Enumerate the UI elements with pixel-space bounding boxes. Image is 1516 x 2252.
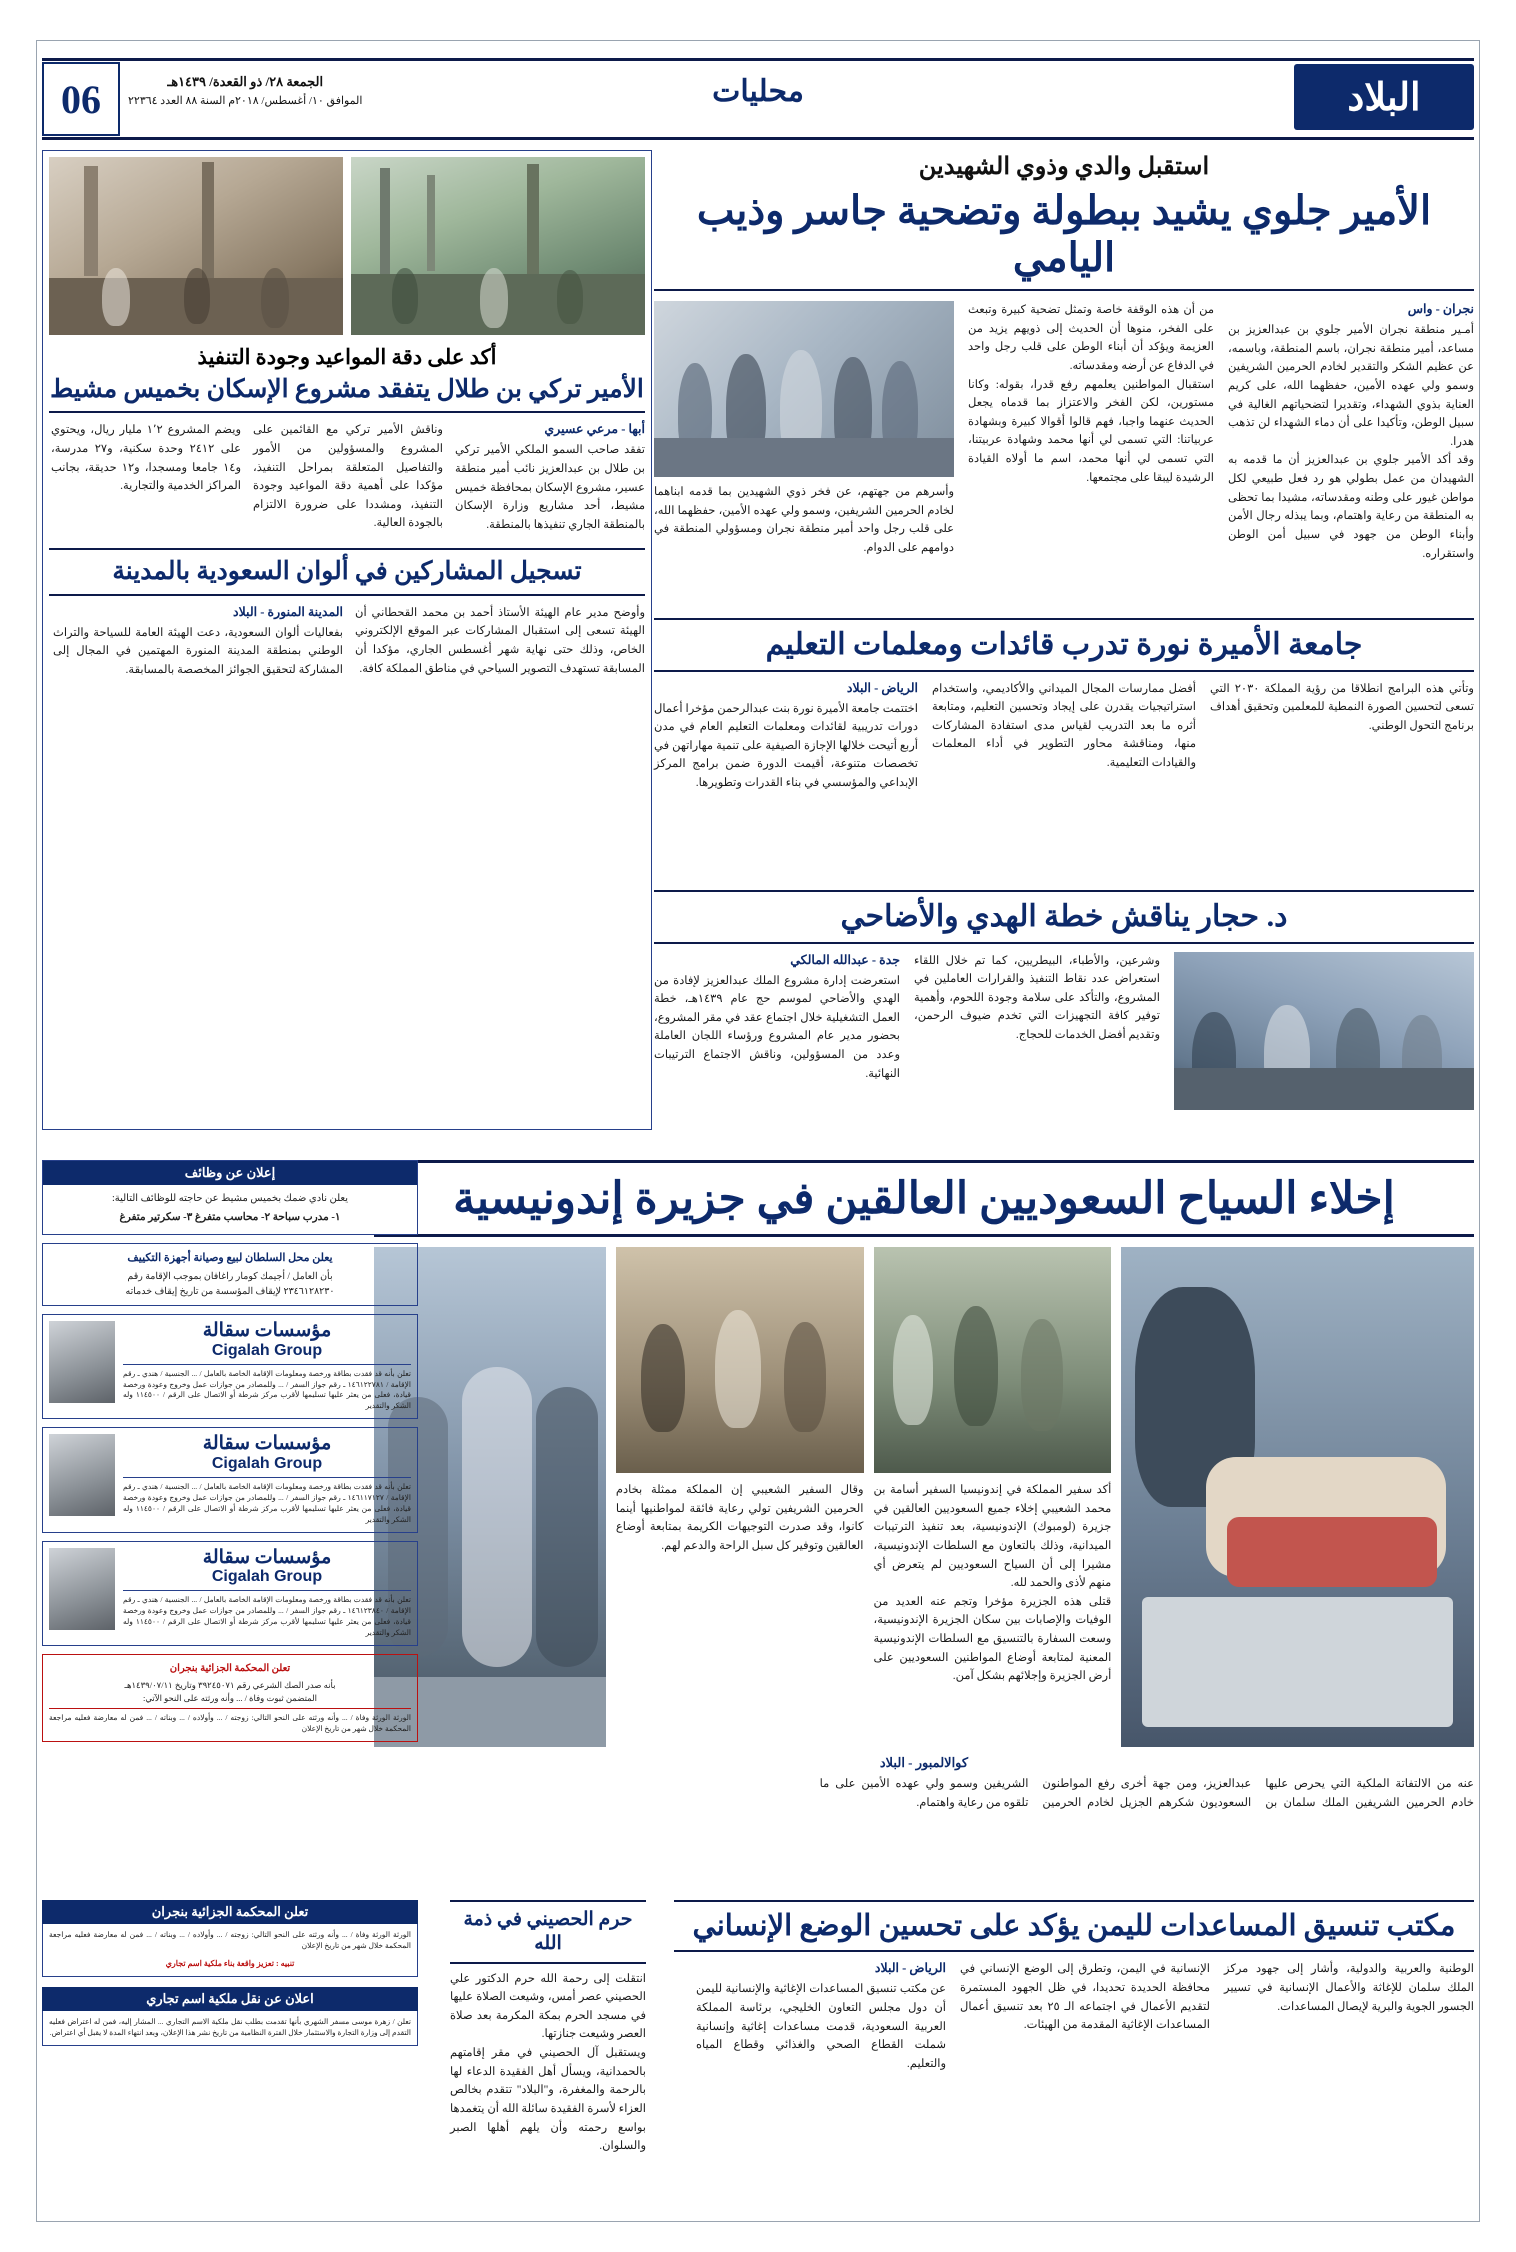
indonesia-para-2: قتلى هذه الجزيرة مؤخرا وتجم عنه العديد من الوفيات والإصابات بين سكان الجزيرة الإندونيسية، وسعت السفارة بالتنسيق مع السلطات الإندونيسية المعنية لمتابعة أوضاع المواطنين السعوديين على أرض الجزيرة وإجلائهم بشكل آمن.: [873, 1595, 1112, 1683]
story-para-5: وأسرهم من جهتهم، عن فخر ذوي الشهيدين بما قدمه ابناهما لخادم الحرمين الشريفين، وسمو ولي عهده الأمين، حفظهما الله، على قلب رجل واحد أمير منطقة نجران ومسؤولي المنطقة في دوامهم على الدوام.: [654, 486, 954, 554]
story-kicker: استقبل والدي وذوي الشهيدين: [918, 154, 1210, 180]
court-line-0: تعلن المحكمة الجزائية بنجران: [169, 1662, 291, 1674]
trade-body: تعلن / زهرة موسى مسفر الشهري بأنها تقدمت بطلب نقل ملكية الاسم التجاري ... المشار إليه، فمن له اعتراض فعليه التقدم إلى وزارة التجارة والاستثمار خلال الفترة النظامية من تاريخ نشر هذا الإعلان، وبعد انتهاء المدة لا يقبل أي اعتراض.: [49, 2016, 411, 2037]
photo-prince-reception: [654, 301, 954, 477]
yemen-headline: مكتب تنسيق المساعدات لليمن يؤكد على تحسين الوضع الإنساني: [692, 1910, 1456, 1942]
cigalah-3-photo: [49, 1548, 115, 1630]
page-number: 06: [61, 76, 101, 122]
court-body: الورثة الورثة وفاة / ... وأنه ورثته على النحو التالي: زوجته / ... وأولاده / ... وبناته / ... فمن له معارضة فعليه مراجعة المحكمة خلال شهر من تاريخ الإعلان: [49, 1713, 411, 1734]
story-princess-nourah: [654, 618, 1474, 793]
byline-najran: نجران - واس: [1407, 302, 1474, 316]
story-hady-adahi: [654, 890, 1474, 1110]
ad-sultan: [42, 1243, 418, 1306]
yemen-para-3: الوطنية والعربية والدولية، وأشار إلى جهود مركز الملك سلمان للإغاثة والأعمال الإنسانية في تسيير الجسور الجوية والبرية لإيصال المساعدات.: [1224, 1963, 1474, 2013]
masthead: [42, 58, 1474, 136]
court-header: تعلن المحكمة الجزائية بنجران: [42, 1900, 418, 1924]
indonesia-para-4: عنه من الالتفاتة الملكية التي يحرص عليها خادم الحرمين الشريفين الملك سلمان بن عبدالعزيز، ومن جهة أخرى رفع المواطنون السعوديون شكرهم الجزيل لخادم الحرمين الشريفين وسمو ولي عهده الأمين على ما تلقوه من رعاية واهتمام.: [819, 1778, 1474, 1809]
yemen-para-1: عن مكتب تنسيق المساعدات الإغاثية والإنسانية لليمن أن دول مجلس التعاون الخليجي، برئاسة المملكة العربية السعودية، قدمت مساعدات إغاثية وإنسانية شملت القطاع الصحي والغذائي وقطاع المياه والتعليم.: [696, 1983, 946, 2070]
cigalah-1-subtitle: Cigalah Group: [211, 1341, 323, 1359]
colors-para-2: وأوضح مدير عام الهيئة الأستاذ أحمد بن محمد القحطاني أن الهيئة تسعى إلى استقبال المشاركات عبر الموقع الإلكتروني الخاص، وذلك حتى نهاية شهر أغسطس الجاري، مؤكدا أن المسابقة تستهدف التصوير السياحي في مناطق المملكة كافة.: [355, 606, 645, 675]
cigalah-3-body: تعلن بأنه قد فقدت بطاقة ورخصة ومعلومات الإقامة الخاصة بالعامل / ... الجنسية / هندي ـ رقم الإقامة / ١٤٦١٢٣٨٤٠ ـ رقم جواز السفر / ... وللمصادر من جوازات عمل وخروج وعودة ورخصة قيادة، فعلى من يعثر عليها تسليمها لأقرب مركز شرطة أو الاتصال على الرقم / ١١٤٥٠٠ وله الشكر والتقدير: [123, 1595, 411, 1638]
story-obituary: [450, 1900, 646, 2156]
story-indonesia: [374, 1160, 1474, 1812]
date-hijri: الجمعة ٢٨/ ذو القعدة/ ١٤٣٩هـ: [167, 74, 324, 89]
ad-cigalah-3: [42, 1541, 418, 1646]
date-gregorian: الموافق ١٠/ أغسطس/ ٢٠١٨م السنة ٨٨ العدد ٢٢٣٦٤: [128, 94, 363, 107]
cigalah-1-body: تعلن بأنه قد فقدت بطاقة ورخصة ومعلومات الإقامة الخاصة بالعامل / ... الجنسية / هندي ـ رقم الإقامة / ١٤٦١٢٢٧٨١ ـ رقم جواز السفر / ... وللمصادر من جوازات عمل وخروج وعودة ورخصة قيادة، فعلى من يعثر عليها تسليمها لأقرب مركز شرطة أو الاتصال على الرقم / ١١٤٥٠٠ وله الشكر والتقدير: [123, 1368, 411, 1411]
right-column-box: [42, 150, 652, 1130]
hajj-para-1: استعرضت إدارة مشروع الملك عبدالعزيز لإفادة من الهدي والأضاحي لموسم حج عام ١٤٣٩هـ، خطة العمل التشغيلية خلال اجتماع عقد في مقر المشروع، بحضور مدير عام المشروع ورؤساء اللجان العاملة وعدد من المسؤولين، وناقش الاجتماع الترتيبات النهائية.: [654, 974, 900, 1080]
cigalah-2-photo: [49, 1434, 115, 1516]
photo-hajj-meeting: [1174, 952, 1474, 1110]
cigalah-1-title: مؤسسات سقالة: [202, 1319, 332, 1341]
byline-jeddah: جدة - عبدالله المالكي: [790, 952, 900, 967]
byline-riyadh-edu: الرياض - البلاد: [846, 680, 918, 695]
ad-sultan-line3: ٢٣٤٦١٢٨٢٣٠ لإيقاف المؤسسة من تاريخ إيقاف خدماته: [125, 1286, 335, 1297]
court-line-1: بأنه صدر الصك الشرعي رقم ٣٩٢٤٥٠٧١ وتاريخ ١٤٣٩/٠٧/١١هـ: [124, 1679, 336, 1690]
headline-rule: [654, 289, 1474, 291]
cigalah-2-body: تعلن بأنه قد فقدت بطاقة ورخصة ومعلومات الإقامة الخاصة بالعامل / ... الجنسية / هندي ـ رقم الإقامة / ١٤٦١١٧١٢٧ ـ رقم جواز السفر / ... وللمصادر من جوازات عمل وخروج وعودة ورخصة قيادة، فعلى من يعثر عليها تسليمها لأقرب مركز شرطة أو الاتصال على الرقم / ١١٤٥٠٠ وله الشكر والتقدير: [123, 1482, 411, 1524]
byline-riyadh-yemen: الرياض - البلاد: [874, 1961, 946, 1976]
ad-trade-box: [42, 2011, 418, 2046]
colors-headline: تسجيل المشاركين في ألوان السعودية بالمدينة: [112, 558, 582, 586]
education-para-1: اختتمت جامعة الأميرة نورة بنت عبدالرحمن مؤخرا أعمال دورات تدريبية لقائدات ومعلمات التعليم العام في مدن أربع أتيحت خلالها الإجازة الصيفية على تنمية مهاراتهن في تخصصات متنوعة، أقيمت الدورة ضمن برامج المركز الإبداعي والمؤسسي في بناء القدرات وتطويرها.: [654, 702, 918, 789]
indonesia-para-1: أكد سفير المملكة في إندونيسيا السفير أسامة بن محمد الشعيبي إخلاء جميع السعوديين العالقين في جزيرة (لومبوك) الإندونيسية، بعد تنفيذ الترتيبات الميدانية، وذلك بالتعاون مع السلطات الإندونيسية، مشيرا إلى أن السياح السعوديين لم يتعرض أي منهم لأذى والحمد لله.: [873, 1484, 1112, 1590]
masthead-bottom-rule: [42, 137, 1474, 140]
ads-column: [42, 1160, 418, 1742]
cigalah-2-title: مؤسسات سقالة: [202, 1433, 332, 1455]
indonesia-headline: إخلاء السياح السعوديين العالقين في جزيرة إندونيسية: [453, 1174, 1395, 1223]
court-line-2: المتضمن ثبوت وفاة / ... وأنه ورثته على النحو الآتي:: [142, 1692, 318, 1703]
section-title: محليات: [712, 75, 804, 108]
photo-housing-site-2: [49, 157, 343, 335]
ad-cigalah-2: [42, 1427, 418, 1532]
masthead-top-rule: [42, 58, 1474, 61]
indonesia-para-3: وقال السفير الشعيبي إن المملكة ممثلة بخادم الحرمين الشريفين تولي رعاية فائقة لمواطنيها أينما كانوا، وقد صدرت التوجيهات الكريمة بمتابعة أوضاع العالقين وتوفير كل سبل الراحة والدعم لهم.: [615, 1484, 864, 1552]
page-number-box: [42, 62, 120, 136]
ad-court-notice: [42, 1654, 418, 1742]
date-block: [128, 72, 362, 110]
court-footer: تنبيه : تعزيز واقعة بناء ملكية اسم تجاري: [165, 1958, 295, 1968]
ad-sultan-line1: يعلن محل السلطان لبيع وصيانة أجهزة التكييف: [127, 1251, 333, 1264]
education-para-3: وتأتي هذه البرامج انطلاقا من رؤية المملكة ٢٠٣٠ التي تسعى لتحسين الصورة النمطية للمعلمين وتحقيق أهداف برنامج التحول الوطني.: [1210, 682, 1474, 732]
cigalah-3-subtitle: Cigalah Group: [211, 1568, 323, 1586]
photo-indonesia-crowd: [874, 1247, 1112, 1473]
cigalah-1-photo: [49, 1321, 115, 1403]
ad-court-body-box: [42, 1924, 418, 1977]
story-para-1: أمـير منطقة نجران الأمير جلوي بن عبدالعزيز بن مساعد، أمير منطقة نجران، باسم المنطقة، وباسمه، عن عظيم الشكر والتقدير لخادم الحرمين الشريفين وسمو ولي عهده الأمين، حفظهما الله، على كريم العناية بذوي الشهداء، وتقديرا لتضحياتهم الغالية في سبيل الوطن، وتأكيدا على أن دماء الشهداء لن تذهب هدرا.: [1228, 324, 1474, 448]
education-para-2: أفضل ممارسات المجال الميداني والأكاديمي، واستخدام استراتيجيات يقدرن على إيجاد وتحسين التعليم، ومتابعة أثره ما بعد التدريب لقياس مدى استفادة المشاركات منها، ومناقشة محاور التطوير في أداء المعلمات والقيادات التعليمية.: [932, 682, 1196, 769]
ad-sultan-line2: بأن العامل / أجيمك كومار راغافان بموجب الإقامة رقم: [127, 1272, 333, 1283]
byline-kualalumpur: كوالالمبور - البلاد: [879, 1755, 969, 1770]
story-para-2: من أن هذه الوقفة خاصة وتمثل تضحية كبيرة وتبعث على الفخر، منوها أن الحديث إلى ذويهم يزيد من العزيمة ويؤكد أن أبناء الوطن على قلب رجل واحد في الدفاع عن أرضه ومقدساته.: [968, 304, 1214, 372]
yemen-para-2: الإنسانية في اليمن، وتطرق إلى الوضع الإنساني في محافظة الحديدة تحديدا، في ظل الجهود المستمرة لتقديم الأعمال في اجتماعه الـ ٢٥ بعد تنسيق أعمال المساعدات الإغاثية المقدمة من الهيئات.: [960, 1963, 1210, 2032]
story-para-4: استقبال المواطنين يعلمهم رفع قدرا، بقوله: وكانا مستورين، لكن الفخر والاعتزاز بما قدماه يجعل الحديث عنهما واجبا، فهم قالوا أقوالا كبيرة وبشهادة عربياتنا: التي تسمى لي أنها محمد وشهادة عربيتنا، التي تسمى لي أنها محمد، اسم ما أولاه القيادة الرشيدة ليبقا على مجتمعها.: [968, 378, 1214, 484]
ad-jobs: [42, 1160, 418, 1235]
trade-header: اعلان عن نقل ملكية اسم تجاري: [42, 1987, 418, 2011]
housing-para-3: ويضم المشروع ١٬٢ مليار ريال، ويحتوي على ٢٤١٢ وحدة سكنية، و٢٧ مدرسة، و١٤ جامعا ومسجدا، و١٢ حديقة، بجانب المراكز الخدمية والتجارية.: [51, 424, 241, 493]
byline-abha: أبها - مرعي عسيري: [544, 422, 645, 437]
obituary-headline: حرم الحصيني في ذمة الله: [463, 1909, 633, 1954]
housing-para-1: تفقد صاحب السمو الملكي الأمير تركي بن طلال بن عبدالعزيز نائب أمير منطقة عسير، مشروع الإسكان بمحافظة خميس مشيط، أحد مشاريع وزارة الإسكان بالمنطقة الجاري تنفيذها بالمنطقة.: [455, 444, 645, 531]
hajj-headline: د. حجار يناقش خطة الهدي والأضاحي: [840, 900, 1288, 933]
obituary-para-2: ويستقبل آل الحصيني في مقر إقامتهم بالحمدانية، ويسأل أهل الفقيدة الدعاء لها بالرحمة والمغفرة، و"البلاد" تتقدم بخالص العزاء لأسرة الفقيدة سائلة الله أن يتغمدها بواسع رحمته وأن يلهم أهلها الصبر والسلوان.: [450, 2047, 646, 2153]
ad-jobs-header: إعلان عن وظائف: [43, 1161, 417, 1185]
story-prince-jalawi: [654, 152, 1474, 563]
obituary-para-1: انتقلت إلى رحمة الله حرم الدكتور علي الحصيني عصر أمس، وشيعت الصلاة عليها في مسجد الحرم بمكة المكرمة بعد صلاة العصر وشيعت جنازتها.: [450, 1972, 646, 2041]
cigalah-2-subtitle: Cigalah Group: [211, 1455, 323, 1473]
colors-para-1: بفعاليات ألوان السعودية، دعت الهيئة العامة للسياحة والتراث الوطني بمنطقة المدينة المنورة المهتمين في المجال إلى المشاركة لتحقيق الجوائز المخصصة بالمسابقة.: [53, 626, 343, 676]
ad-jobs-line2: ١- مدرب سباحة ٢- محاسب متفرغ ٣- سكرتير متفرغ: [119, 1212, 341, 1223]
cigalah-3-title: مؤسسات سقالة: [202, 1546, 332, 1568]
ad-jobs-line1: يعلن نادي ضمك بخميس مشيط عن حاجته للوظائف التالية:: [111, 1193, 349, 1204]
byline-madinah: المدينة المنورة - البلاد: [233, 604, 343, 619]
logo-text: البلاد: [1347, 76, 1421, 119]
story-para-3: وقد أكد الأمير جلوي بن عبدالعزيز أن ما قدمه به الشهيدان من عمل بطولي هو رد فعل طبيعي لكل مواطن غيور على وطنه ومقدساته، مشيدا بما تحظى به المنطقة من رعاية واهتمام، وبما يبذله رجال الأمن وأبناء الوطن من جهود في سبيل أمن الوطن واستقراره.: [1228, 454, 1474, 560]
housing-kicker: أكد على دقة المواعيد وجودة التنفيذ: [197, 345, 497, 369]
story-colors-saudi: [49, 548, 645, 679]
photo-indonesia-shelter: [616, 1247, 864, 1473]
story-housing: [49, 345, 645, 534]
photo-housing-site-1: [351, 157, 645, 335]
photo-indonesia-hospital: [1121, 1247, 1474, 1747]
education-headline: جامعة الأميرة نورة تدرب قائدات ومعلمات التعليم: [765, 628, 1363, 661]
housing-para-2: وناقش الأمير تركي مع القائمين على المشروع والمسؤولين من الأمور والتفاصيل المتعلقة بمراحل التنفيذ، مؤكدا على أهمية دقة المواعيد وجودة التنفيذ، ومشددا على ضرورة الالتزام بالجودة العالية.: [253, 424, 443, 530]
court-body-2: الورثة الورثة وفاة / ... وأنه ورثته على النحو التالي: زوجته / ... وأولاده / ... وبناته / ... فمن له معارضة فعليه مراجعة المحكمة خلال شهر من تاريخ الإعلان: [49, 1930, 411, 1950]
ads-column-bottom: [42, 1900, 418, 2046]
hajj-para-2: وشرعين، والأطباء، البيطريين، كما تم خلال اللقاء استعراض عدد نقاط التنفيذ والقرارات العاملين في المشروع، والتأكد على سلامة وجودة اللحوم، وأهمية توفير كافة التجهيزات التي تخدم ضيوف الرحمن، وتقديم أفضل الخدمات للحجاج.: [914, 954, 1160, 1041]
story-headline: الأمير جلوي يشيد ببطولة وتضحية جاسر وذيب اليامي: [696, 188, 1432, 280]
ad-cigalah-1: [42, 1314, 418, 1419]
housing-headline: الأمير تركي بن طلال يتفقد مشروع الإسكان بخميس مشيط: [50, 376, 644, 403]
story-yemen: [674, 1900, 1474, 2073]
